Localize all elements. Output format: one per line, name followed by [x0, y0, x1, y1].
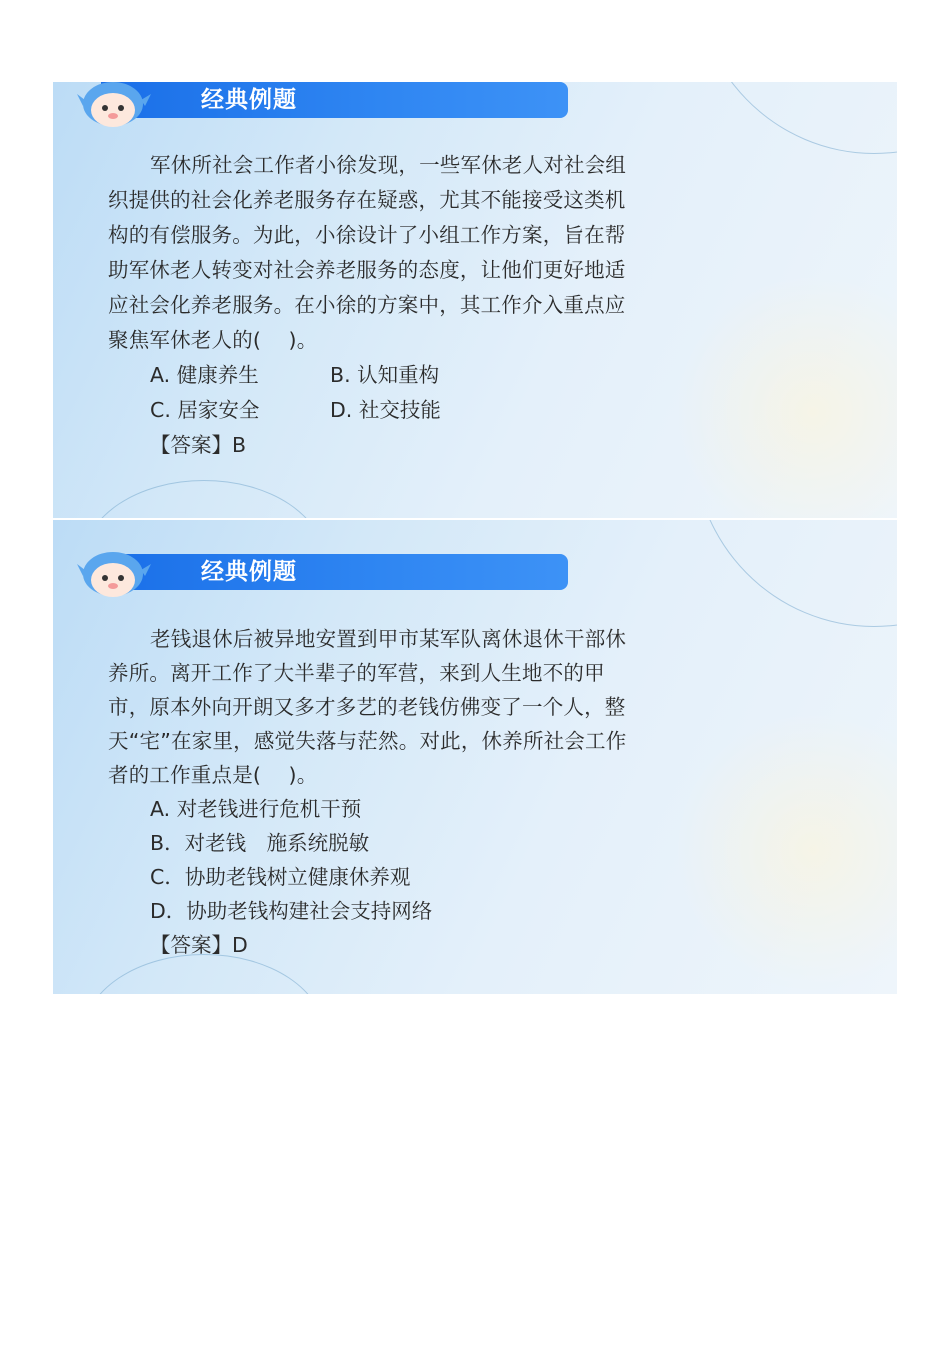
example-slide-1: [53, 82, 897, 518]
answer-label: 【答案】B: [150, 433, 247, 457]
option-a: A. 对老钱进行危机干预: [150, 797, 362, 821]
question-block: [108, 622, 638, 962]
section-banner: [101, 82, 568, 118]
option-b: B. 认知重构: [330, 363, 440, 387]
option-a: A. 健康养生: [150, 363, 259, 387]
options-row: [108, 826, 638, 860]
option-b: B．对老钱 施系统脱敏: [150, 831, 370, 855]
options-row: [108, 393, 638, 428]
decor-arc: [693, 520, 897, 627]
decor-arc: [83, 480, 325, 518]
banner-title: 经典例题: [201, 559, 297, 585]
question-stem: 老钱退休后被异地安置到甲市某军队离休退休干部休养所。离开工作了大半辈子的军营，来到人生地不的甲市，原本外向开朗又多才多艺的老钱仿佛变了一个人，整天“宅”在家里，感觉失落与茫然。对此，休养所社会工作者的工作重点是( )。: [108, 627, 627, 787]
question-block: [108, 148, 638, 463]
options-row: [108, 894, 638, 928]
options-row: [108, 860, 638, 894]
options-row: [108, 358, 638, 393]
section-banner: [101, 554, 568, 590]
answer-label: 【答案】D: [150, 933, 248, 957]
mascot-icon: [75, 82, 153, 136]
option-c: C．协助老钱树立健康休养观: [150, 865, 411, 889]
option-d: D．协助老钱构建社会支持网络: [150, 899, 433, 923]
mascot-icon: [75, 544, 153, 606]
decor-arc: [693, 82, 897, 154]
example-slide-2: [53, 520, 897, 994]
option-d: D. 社交技能: [330, 398, 441, 422]
question-stem: 军休所社会工作者小徐发现，一些军休老人对社会组织提供的社会化养老服务存在疑惑，尤其不能接受这类机构的有偿服务。为此，小徐设计了小组工作方案，旨在帮助军休老人转变对社会养老服务的态度，让他们更好地适应社会化养老服务。在小徐的方案中，其工作介入重点应聚焦军休老人的( )。: [108, 153, 627, 352]
option-c: C. 居家安全: [150, 398, 260, 422]
options-row: [108, 792, 638, 826]
banner-title: 经典例题: [201, 87, 297, 113]
